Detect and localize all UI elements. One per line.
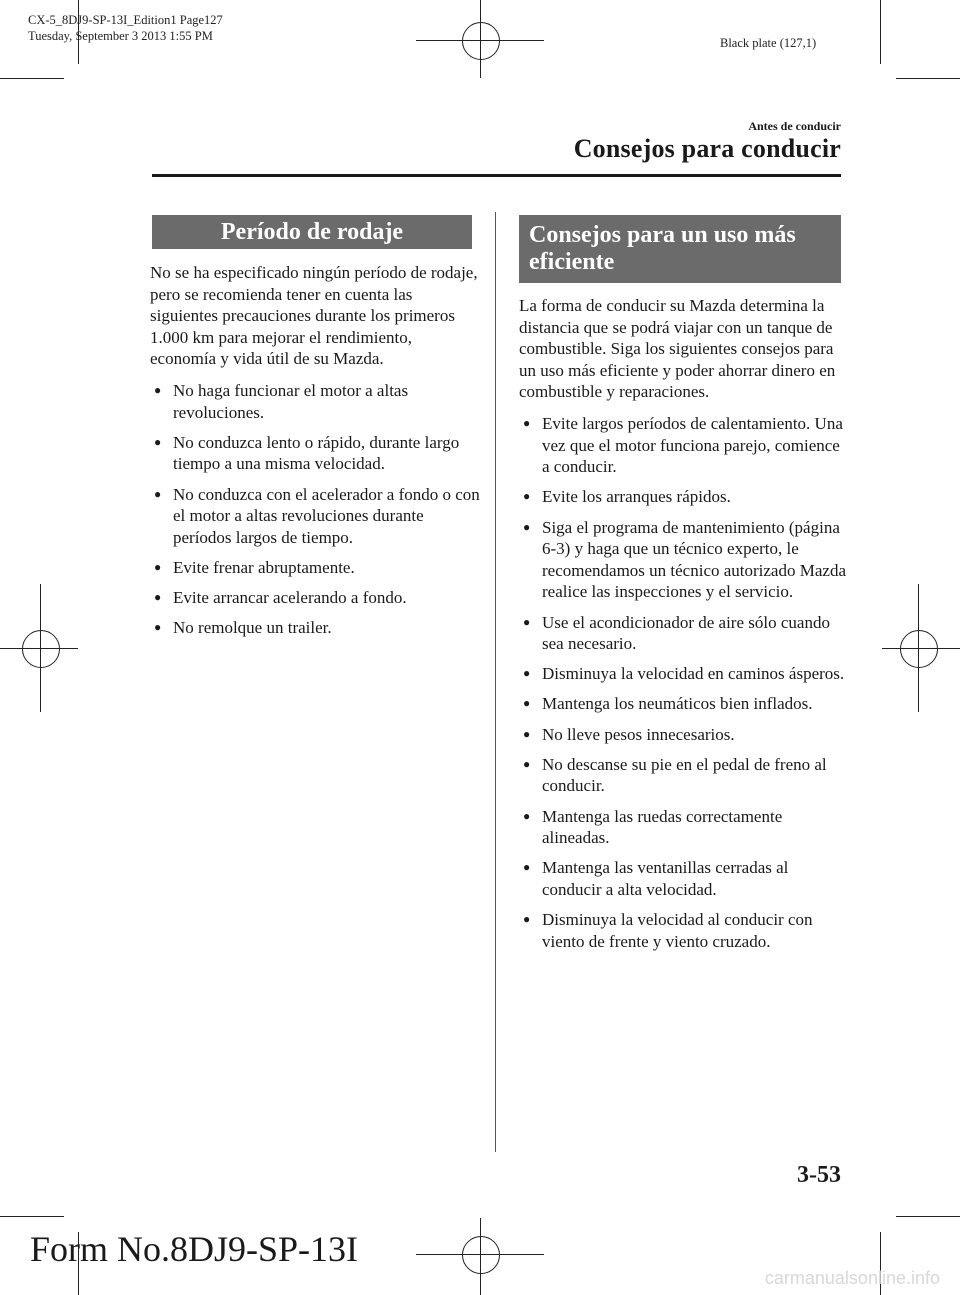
left-bullet-list — [150, 380, 480, 639]
print-info-line1: CX-5_8DJ9-SP-13I_Edition1 Page127 — [28, 13, 223, 27]
column-divider — [495, 212, 496, 1152]
bullet-icon: ● — [523, 519, 531, 534]
bullet-icon: ● — [154, 382, 162, 397]
list-item: ● Evite frenar abruptamente. — [154, 557, 355, 577]
list-item: ● No haga funcionar el motor a altas revoluciones. — [154, 380, 409, 422]
list-item: ● No remolque un trailer. — [154, 618, 332, 638]
section-title: Consejos para conducir — [573, 134, 841, 163]
bullet-icon: ● — [523, 614, 531, 629]
section-label: Antes de conducir — [748, 119, 841, 133]
list-item: ● Mantenga las ruedas correctamente alineadas. — [523, 806, 783, 848]
list-item: ● Evite largos períodos de calentamiento. Una vez que el motor funciona parejo, comience a conducir. — [523, 413, 843, 477]
left-intro: No se ha especificado ningún período de rodaje, pero se recomienda tener en cuenta las siguientes precauciones durante los primeros 1.000 km para mejorar el rendimiento, economía y vida útil de su Mazda. — [150, 263, 478, 369]
right-bullet-list — [519, 413, 849, 952]
bullet-icon: ● — [154, 620, 162, 635]
plate-label: Black plate (127,1) — [720, 36, 817, 50]
bullet-icon: ● — [523, 489, 531, 504]
list-item: ● Evite los arranques rápidos. — [523, 487, 731, 507]
watermark: carmanualsonline.info — [764, 1268, 940, 1288]
list-item: ● No conduzca lento o rápido, durante largo tiempo a una misma velocidad. — [154, 432, 460, 474]
bullet-icon: ● — [523, 726, 531, 741]
list-item: ● Mantenga las ventanillas cerradas al conducir a alta velocidad. — [523, 858, 789, 899]
bullet-icon: ● — [154, 434, 162, 449]
list-item: ● Mantenga los neumáticos bien inflados. — [523, 694, 813, 714]
heading-efficient-use: Consejos para un uso más eficiente — [519, 215, 841, 283]
header-rule — [152, 174, 841, 177]
list-item: ● No lleve pesos innecesarios. — [523, 724, 735, 744]
bullet-icon: ● — [523, 912, 531, 927]
list-item: ● Siga el programa de mantenimiento (página 6-3) y haga que un técnico experto, le recomendamos un técnico autorizado Mazda realice las inspecciones y el servicio. — [523, 517, 846, 602]
bullet-icon: ● — [523, 666, 531, 681]
bullet-icon: ● — [523, 808, 531, 823]
print-info — [28, 12, 223, 44]
right-intro: La forma de conducir su Mazda determina la distancia que se podrá viajar con un tanque de combustible. Siga los siguientes consejos para un uso más eficiente y poder ahorrar dinero en combustible y reparaciones. — [519, 296, 836, 402]
list-item: ● Evite arrancar acelerando a fondo. — [154, 588, 407, 608]
list-item: ● No conduzca con el acelerador a fondo o con el motor a altas revoluciones durante períodos largos de tiempo. — [154, 484, 480, 547]
form-number: Form No.8DJ9-SP-13I — [30, 1229, 359, 1269]
page-number: 3-53 — [797, 1162, 841, 1188]
print-info-line2: Tuesday, September 3 2013 1:55 PM — [28, 29, 213, 43]
heading-break-in: Período de rodaje — [152, 215, 472, 249]
bullet-icon: ● — [523, 696, 531, 711]
right-column — [519, 295, 849, 961]
left-column — [150, 262, 480, 647]
bullet-icon: ● — [523, 756, 531, 771]
bullet-icon: ● — [154, 590, 162, 605]
bullet-icon: ● — [523, 415, 531, 430]
list-item: ● Use el acondicionador de aire sólo cuando sea necesario. — [523, 612, 830, 654]
bullet-icon: ● — [154, 486, 162, 501]
bullet-icon: ● — [154, 559, 162, 574]
bullet-icon: ● — [523, 860, 531, 875]
list-item: ● Disminuya la velocidad en caminos ásperos. — [523, 664, 845, 684]
list-item: ● Disminuya la velocidad al conducir con viento de frente y viento cruzado. — [523, 910, 813, 951]
list-item: ● No descanse su pie en el pedal de freno al conducir. — [523, 754, 827, 796]
